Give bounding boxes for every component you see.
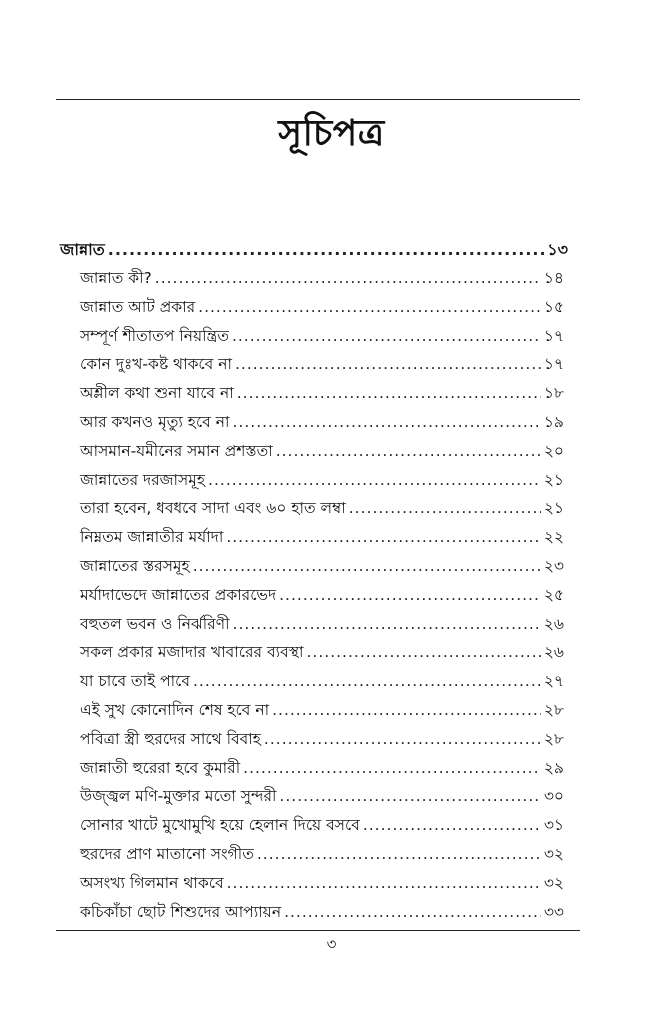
toc-entry[interactable] — [80, 640, 564, 664]
toc-entry-page: ৩৩ — [543, 902, 564, 921]
toc-dot-leader — [279, 583, 541, 607]
toc-entry-label: তারা হবেন, ধবধবে সাদা এবং ৬০ হাত লম্বা — [80, 499, 346, 518]
toc-entry-page: ১৭ — [543, 326, 564, 345]
toc-entry-page: ২৩ — [543, 557, 564, 575]
toc-entry-page: ২৭ — [543, 672, 564, 691]
toc-entry[interactable] — [80, 583, 564, 607]
toc-entry-label: সম্পূর্ণ শীতাতপ নিয়ন্ত্রিত — [80, 326, 229, 345]
toc-entry-page: ১৯ — [543, 413, 564, 431]
toc-dot-leader — [233, 612, 541, 636]
toc-entry-page: ১৫ — [543, 297, 564, 316]
toc-entry[interactable] — [80, 727, 564, 751]
toc-entry-label: অশ্লীল কথা শুনা যাবে না — [80, 384, 234, 403]
toc-dot-leader — [363, 813, 541, 837]
toc-entry[interactable] — [80, 900, 564, 924]
toc-entry-label: বহুতল ভবন ও নির্ঝরিণী — [80, 614, 230, 633]
toc-entry-page: ২৯ — [543, 758, 564, 777]
toc-entry-label: আর কখনও মৃত্যু হবে না — [80, 413, 230, 431]
toc-entry[interactable] — [80, 554, 564, 578]
toc-dot-leader — [243, 756, 541, 780]
toc-entry-page: ২৮ — [543, 729, 564, 748]
page-number: ৩ — [326, 935, 337, 953]
toc-entry[interactable] — [80, 266, 564, 290]
toc-dot-leader — [232, 410, 540, 434]
toc-entry-label: সোনার খাটে মুখোমুখি হয়ে হেলান দিয়ে বসবে — [80, 816, 360, 835]
toc-dot-leader — [237, 381, 541, 405]
toc-entry-page: ৩০ — [543, 787, 564, 806]
toc-entry-label: হুরদের প্রাণ মাতানো সংগীত — [80, 845, 254, 863]
toc-entry-page: ২৬ — [543, 643, 564, 662]
toc-dot-leader — [264, 727, 541, 751]
toc-entry[interactable] — [80, 669, 564, 693]
toc-dot-leader — [198, 295, 541, 319]
toc-dot-leader — [257, 842, 541, 866]
toc-entry-label: জান্নাতী হুরেরা হবে কুমারী — [80, 758, 241, 777]
toc-entry[interactable] — [80, 698, 564, 722]
toc-entry-label: নিম্নতম জান্নাতীর মর্যাদা — [80, 528, 224, 547]
toc-entry[interactable] — [80, 525, 564, 549]
toc-entry-label: আসমান-যমীনের সমান প্রশস্ততা — [80, 441, 273, 460]
toc-entry[interactable] — [80, 381, 564, 405]
toc-entry-label: জান্নাত কী? — [80, 269, 152, 287]
toc-entry-page: ২২ — [543, 528, 564, 547]
toc-entry-label: এই সুখ কোনোদিন শেষ হবে না — [80, 701, 270, 719]
toc-entry-page: ২০ — [543, 441, 564, 460]
toc-entry[interactable] — [80, 756, 564, 780]
page-title: সূচিপত্র — [278, 113, 385, 154]
toc-entry[interactable] — [80, 871, 564, 895]
toc-entry-label: সকল প্রকার মজাদার খাবারের ব্যবস্থা — [80, 643, 304, 662]
toc-entry[interactable] — [80, 784, 564, 808]
toc-entry-label: অসংখ্য গিলমান থাকবে — [80, 873, 224, 892]
toc-dot-leader — [349, 496, 541, 520]
toc-entry-page: ২৮ — [543, 701, 564, 719]
toc-entry[interactable] — [80, 612, 564, 636]
toc-dot-leader — [284, 900, 541, 924]
toc-entry-label: যা চাবে তাই পাবে — [80, 672, 190, 691]
toc-entry-page: ২১ — [543, 470, 564, 489]
toc-entry-label: জান্নাত — [60, 240, 105, 259]
toc-dot-leader — [108, 238, 544, 262]
toc-entry-page: ২৬ — [543, 614, 564, 633]
toc-entry[interactable] — [80, 468, 564, 492]
toc-entry[interactable] — [80, 439, 564, 463]
toc-entry-label: জান্নাতের স্তরসমূহ — [80, 557, 190, 575]
toc-entry-page: ৩২ — [543, 873, 564, 892]
toc-dot-leader — [208, 468, 541, 492]
toc-main-entry[interactable] — [60, 238, 568, 262]
top-rule — [56, 99, 580, 100]
toc-dot-leader — [226, 525, 541, 549]
toc-entry-page: ১৭ — [543, 355, 564, 374]
toc-entry-label: জান্নাতের দরজাসমূহ — [80, 470, 206, 489]
toc-dot-leader — [279, 784, 540, 808]
toc-entry[interactable] — [80, 295, 564, 319]
toc-entry-label: কোন দুঃখ-কষ্ট থাকবে না — [80, 355, 232, 374]
toc-dot-leader — [307, 640, 541, 664]
toc-dot-leader — [276, 439, 541, 463]
toc-entry-page: ৩১ — [543, 816, 564, 835]
toc-entry-page: ১৩ — [547, 240, 568, 259]
toc-dot-leader — [235, 352, 541, 376]
toc-entry-label: মর্যাদাভেদে জান্নাতের প্রকারভেদ — [80, 585, 277, 604]
toc-entry[interactable] — [80, 324, 564, 348]
toc-entry[interactable] — [80, 410, 564, 434]
toc-entry[interactable] — [80, 352, 564, 376]
toc-entry-label: পবিত্রা স্ত্রী হুরদের সাথে বিবাহ — [80, 729, 261, 748]
toc-entry-page: ১৮ — [543, 384, 564, 403]
toc-dot-leader — [155, 266, 541, 290]
toc-entry[interactable] — [80, 496, 564, 520]
toc-entry[interactable] — [80, 842, 564, 866]
toc-entry[interactable] — [80, 813, 564, 837]
bottom-rule — [56, 930, 580, 931]
toc-entry-page: ১৪ — [543, 269, 564, 287]
toc-dot-leader — [193, 669, 541, 693]
toc-dot-leader — [227, 871, 541, 895]
toc-entry-page: ২৫ — [543, 585, 564, 604]
toc-entry-page: ২১ — [543, 499, 564, 518]
toc-dot-leader — [272, 698, 541, 722]
toc-dot-leader — [232, 324, 541, 348]
toc-entry-label: জান্নাত আট প্রকার — [80, 297, 196, 316]
toc-entry-page: ৩২ — [543, 845, 564, 863]
toc-dot-leader — [193, 554, 541, 578]
toc-entry-label: কচিকাঁচা ছোট শিশুদের আপ্যায়ন — [80, 902, 282, 921]
toc-entry-label: উজ্জ্বল মণি-মুক্তার মতো সুন্দরী — [80, 787, 277, 806]
